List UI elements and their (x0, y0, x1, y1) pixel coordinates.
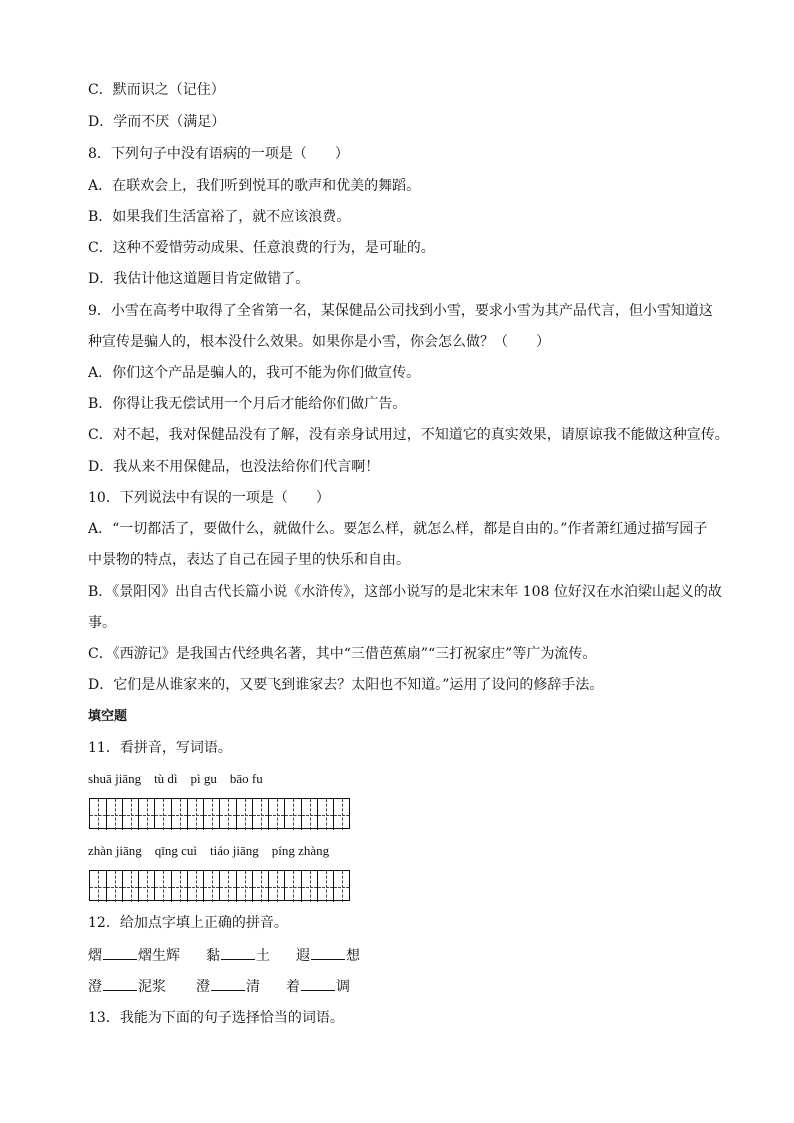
q8-option-c: C．这种不爱惜劳动成果、任意浪费的行为，是可耻的。 (88, 240, 435, 256)
q9-option-d: D．我从来不用保健品，也没法给你们代言啊！ (88, 459, 380, 475)
writing-box[interactable] (155, 870, 220, 901)
section-heading-fill-blank: 填空题 (88, 709, 128, 724)
q8-stem: 8．下列句子中没有语病的一项是（ ） (88, 146, 349, 162)
q11-pinyin-row2: zhàn jiāng qīng cuì tiáo jiāng píng zhàng (88, 843, 330, 858)
q10-option-a-line1: A．“一切都活了，要做什么，就做什么。要怎么样，就怎么样，都是自由的。”作者萧红通过描写园子 (88, 521, 708, 537)
q10-option-c: C．《西游记》是我国古代经典名著，其中“三借芭蕉扇”“三打祝家庄”等广为流传。 (88, 646, 597, 662)
q12-word: 黏 土 (206, 948, 270, 964)
q10-option-a-line2: 中景物的特点，表达了自己在园子里的快乐和自由。 (88, 552, 410, 568)
q12-stem: 12．给加点字填上正确的拼音。 (88, 915, 288, 931)
q9-option-b: B．你得让我无偿试用一个月后才能给你们做广告。 (88, 396, 407, 412)
q12-word: 遐 想 (296, 948, 360, 964)
q7-option-d: D．学而不厌（满足） (88, 114, 226, 130)
writing-box[interactable] (155, 798, 220, 829)
q12-word: 澄 清 (196, 979, 260, 995)
answer-blank[interactable] (211, 976, 245, 991)
q12-row1 (88, 945, 360, 966)
answer-blank[interactable] (103, 976, 137, 991)
writing-box[interactable] (285, 870, 350, 901)
q9-stem-line2: 种宣传是骗人的，根本没什么效果。如果你是小雪，你会怎么做？（ ） (88, 334, 550, 350)
writing-box[interactable] (220, 798, 285, 829)
q10-stem: 10．下列说法中有误的一项是（ ） (88, 490, 330, 506)
q12-row2 (88, 976, 350, 997)
q7-option-c: C．默而识之（记住） (88, 82, 225, 98)
q9-option-a: A．你们这个产品是骗人的，我可不能为你们做宣传。 (88, 365, 421, 381)
answer-blank[interactable] (311, 945, 345, 960)
q8-option-a: A．在联欢会上，我们听到悦耳的歌声和优美的舞蹈。 (88, 178, 421, 194)
q9-stem-line1: 9．小雪在高考中取得了全省第一名，某保健品公司找到小雪，要求小雪为其产品代言，但小雪知道这 (88, 303, 713, 319)
q9-option-c: C．对不起，我对保健品没有了解，没有亲身试用过，不知道它的真实效果，请原谅我不能做这种宣传。 (88, 427, 729, 443)
q10-option-b-line2: 事。 (88, 615, 116, 631)
q13-stem: 13．我能为下面的句子选择恰当的词语。 (88, 1010, 344, 1026)
q8-option-b: B．如果我们生活富裕了，就不应该浪费。 (88, 209, 351, 225)
q10-option-d: D．它们是从谁家来的，又要飞到谁家去？太阳也不知道。”运用了设问的修辞手法。 (88, 677, 604, 693)
q11-writing-grid-row2 (89, 870, 350, 901)
q12-word: 澄 泥浆 (88, 979, 166, 995)
q11-pinyin-row1: shuā jiāng tù dì pì gu bāo fu (88, 771, 263, 786)
answer-blank[interactable] (301, 976, 335, 991)
q12-word: 熠 熠生辉 (88, 948, 180, 964)
q12-word: 着 调 (286, 979, 350, 995)
q11-stem: 11．看拼音，写词语。 (88, 740, 232, 756)
q11-writing-grid-row1 (89, 798, 350, 829)
answer-blank[interactable] (221, 945, 255, 960)
writing-box[interactable] (220, 870, 285, 901)
answer-blank[interactable] (103, 945, 137, 960)
q10-option-b-line1: B．《景阳冈》出自古代长篇小说《水浒传》，这部小说写的是北宋末年 108 位好汉在水泊梁山起义的故 (88, 584, 722, 600)
writing-box[interactable] (285, 798, 350, 829)
q8-option-d: D．我估计他这道题目肯定做错了。 (88, 271, 310, 287)
writing-box[interactable] (89, 870, 155, 901)
writing-box[interactable] (89, 798, 155, 829)
